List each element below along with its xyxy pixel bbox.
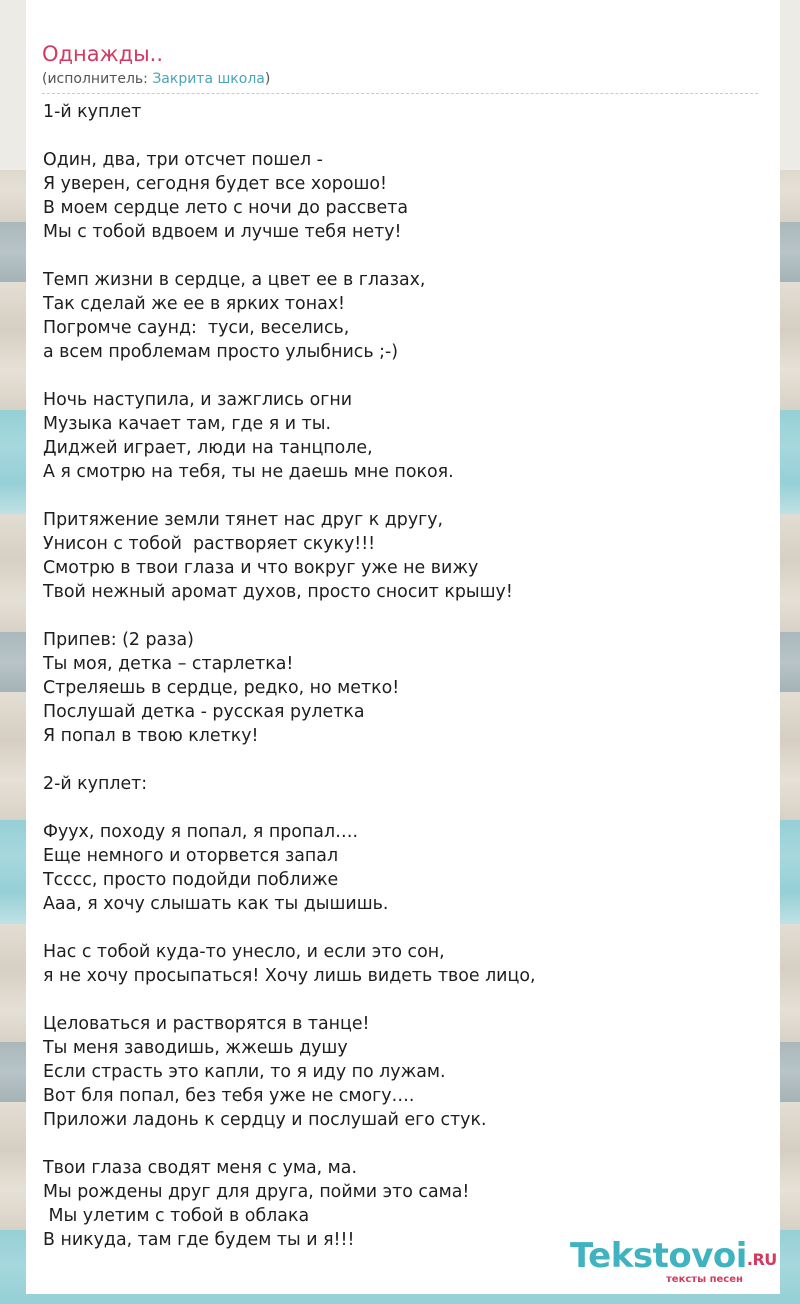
lyric-line: Ааа, я хочу слышать как ты дышишь.: [43, 894, 389, 914]
lyric-line: 1-й куплет: [43, 102, 142, 122]
lyric-line: А я смотрю на тебя, ты не даешь мне покоя.: [43, 462, 454, 482]
lyric-line: [43, 604, 763, 628]
lyric-line: Один, два, три отсчет пошел -: [43, 150, 323, 170]
logo-tld: .RU: [746, 1250, 777, 1269]
lyrics-text: [43, 100, 763, 1252]
lyrics-card: [26, 0, 780, 1294]
lyric-line: Мы улетим с тобой в облака: [43, 1206, 310, 1226]
lyric-line: я не хочу просыпаться! Хочу лишь видеть твое лицо,: [43, 966, 536, 986]
lyric-line: Послушай детка - русская рулетка: [43, 702, 365, 722]
lyric-line: Фуух, походу я попал, я пропал….: [43, 822, 358, 842]
lyric-line: Ты меня заводишь, жжешь душу: [43, 1038, 348, 1058]
lyric-line: [43, 796, 763, 820]
lyric-line: Музыка качает там, где я и ты.: [43, 414, 331, 434]
lyric-line: Нас с тобой куда-то унесло, и если это сон,: [43, 942, 445, 962]
lyric-line: Темп жизни в сердце, а цвет ее в глазах,: [43, 270, 426, 290]
logo-name: Tekstovoi: [570, 1236, 747, 1276]
performer-link[interactable]: Закрита школа: [152, 71, 265, 87]
lyric-line: Припев: (2 раза): [43, 630, 194, 650]
lyric-line: Смотрю в твои глаза и что вокруг уже не вижу: [43, 558, 479, 578]
lyric-line: [43, 748, 763, 772]
lyric-line: [43, 1132, 763, 1156]
lyric-line: а всем проблемам просто улыбнись ;-): [43, 342, 399, 362]
performer-suffix: ): [264, 71, 271, 87]
lyric-line: [43, 988, 763, 1012]
lyric-line: Если страсть это капли, то я иду по лужам.: [43, 1062, 446, 1082]
logo-tagline: тексты песен: [666, 1274, 743, 1285]
lyric-line: Твой нежный аромат духов, просто сносит крышу!: [43, 582, 513, 602]
lyric-line: [43, 244, 763, 268]
lyric-line: Мы рождены друг для друга, пойми это сама!: [43, 1182, 470, 1202]
lyric-line: Стреляешь в сердце, редко, но метко!: [43, 678, 400, 698]
lyric-line: [43, 124, 763, 148]
lyric-line: Вот бля попал, без тебя уже не смогу….: [43, 1086, 415, 1106]
lyric-line: Ты моя, детка – старлетка!: [43, 654, 294, 674]
lyric-line: Я попал в твою клетку!: [43, 726, 259, 746]
lyric-line: Мы с тобой вдвоем и лучше тебя нету!: [43, 222, 402, 242]
lyric-line: Притяжение земли тянет нас друг к другу,: [43, 510, 444, 530]
lyric-line: Приложи ладонь к сердцу и послушай его стук.: [43, 1110, 487, 1130]
lyric-line: Ночь наступила, и зажглись огни: [43, 390, 353, 410]
lyric-line: Я уверен, сегодня будет все хорошо!: [43, 174, 388, 194]
site-logo[interactable]: [570, 1236, 777, 1286]
lyric-line: [43, 916, 763, 940]
lyric-line: Диджей играет, люди на танцполе,: [43, 438, 373, 458]
lyric-line: Погромче саунд: туси, веселись,: [43, 318, 350, 338]
lyric-line: Твои глаза сводят меня с ума, ма.: [43, 1158, 357, 1178]
lyric-line: [43, 364, 763, 388]
lyric-line: В никуда, там где будем ты и я!!!: [43, 1230, 355, 1250]
lyric-line: Так сделай же ее в ярких тонах!: [43, 294, 345, 314]
title-divider: [42, 93, 758, 94]
lyric-line: 2-й куплет:: [43, 774, 148, 794]
song-title: Однажды..: [42, 42, 164, 66]
performer-line: [42, 70, 270, 88]
lyric-line: Унисон с тобой растворяет скуку!!!: [43, 534, 376, 554]
lyric-line: Целоваться и растворятся в танце!: [43, 1014, 370, 1034]
lyric-line: Тсссс, просто подойди поближе: [43, 870, 339, 890]
lyric-line: [43, 484, 763, 508]
lyric-line: В моем сердце лето с ночи до рассвета: [43, 198, 409, 218]
lyric-line: Еще немного и оторвется запал: [43, 846, 339, 866]
performer-prefix: (исполнитель:: [42, 71, 153, 87]
